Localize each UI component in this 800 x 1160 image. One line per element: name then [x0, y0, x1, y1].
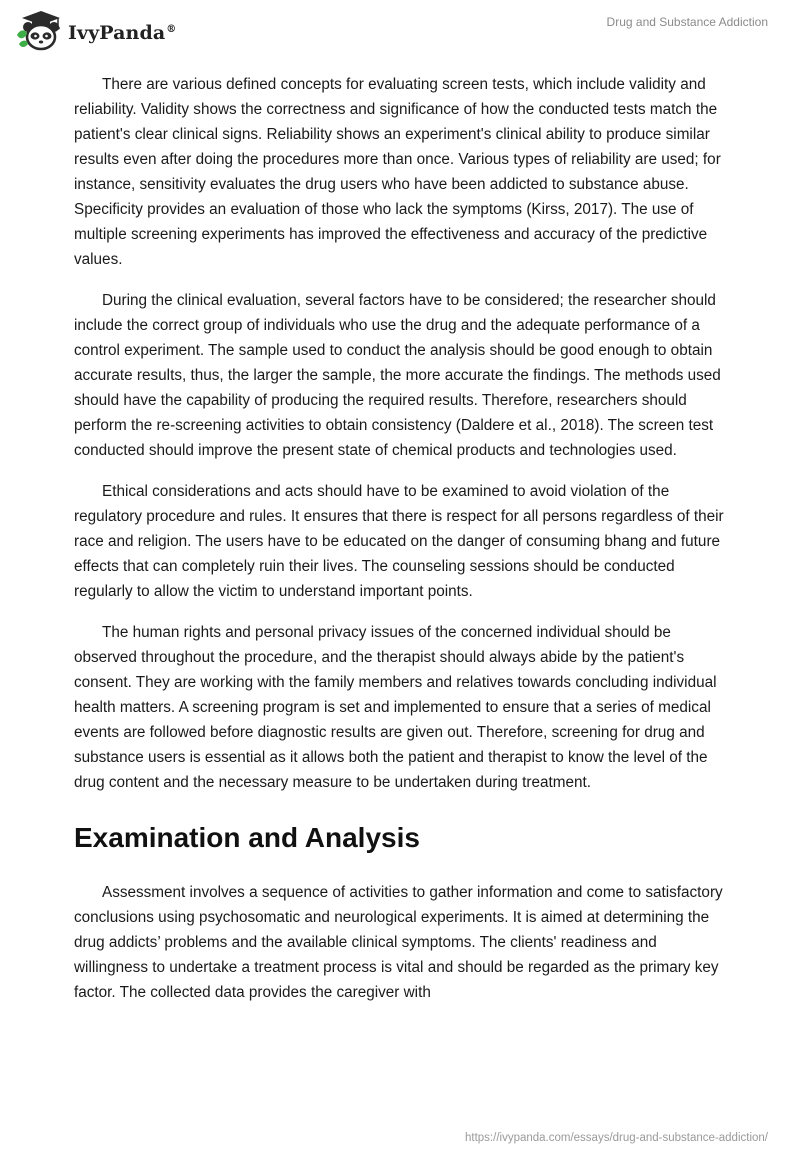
paragraph: There are various defined concepts for evaluating screen tests, which include validity and reliability. Validity shows the correctness and significance of how the conducted tests match the patient's clear clinical signs. Reliability shows an experiment's clinical ability to produce similar results even after doing the procedures more than once. Various types of reliability are used; for instance, sensitivity evaluates the drug users who have been addicted to substance abuse. Specificity provides an evaluation of those who lack the symptoms (Kirss, 2017). The use of multiple screening experiments has improved the effectiveness and accuracy of the predictive values. — [74, 76, 721, 268]
document-title: Drug and Substance Addiction — [606, 15, 768, 29]
paragraph: Ethical considerations and acts should have to be examined to avoid violation of the regulatory procedure and rules. It ensures that there is respect for all persons regardless of their race and religion. The users have to be educated on the danger of consuming bhang and future effects that can completely ruin their lives. The counseling sessions should be conducted regularly to allow the victim to understand important points. — [74, 483, 724, 600]
registered-mark: ® — [166, 23, 177, 35]
page-header — [0, 0, 800, 60]
logo-text: IvyPanda® — [68, 22, 177, 44]
paragraph: The human rights and personal privacy issues of the concerned individual should be observed throughout the procedure, and the therapist should always abide by the patient's consent. They are working with the family members and relatives towards concluding individual health matters. A screening program is set and implemented to ensure that a series of medical events are followed before diagnostic results are given out. Therefore, screening for drug and substance users is essential as it allows both the patient and therapist to know the level of the drug content and the necessary measure to be undertaken during treatment. — [74, 624, 717, 791]
section-heading: Examination and Analysis — [74, 822, 420, 853]
essay-content — [74, 72, 734, 1021]
ivypanda-logo[interactable] — [14, 9, 176, 53]
panda-graduate-icon — [14, 9, 62, 53]
paragraph: During the clinical evaluation, several factors have to be considered; the researcher should include the correct group of individuals who use the drug and the adequate performance of a control experiment. The sample used to conduct the analysis should be good enough to obtain accurate results, thus, the larger the sample, the more accurate the findings. The methods used should have the capability of producing the required results. Therefore, researchers should perform the re-screening activities to obtain consistency (Daldere et al., 2018). The screen test conducted should improve the present state of chemical products and technologies used. — [74, 292, 721, 459]
source-url[interactable]: https://ivypanda.com/essays/drug-and-substance-addiction/ — [465, 1132, 768, 1144]
paragraph: Assessment involves a sequence of activities to gather information and come to satisfactory conclusions using psychosomatic and neurological experiments. It is aimed at determining the drug addicts’ problems and the available clinical symptoms. The clients' readiness and willingness to undertake a treatment process is vital and should be regarded as the primary key factor. The collected data provides the caregiver with — [74, 884, 723, 1001]
